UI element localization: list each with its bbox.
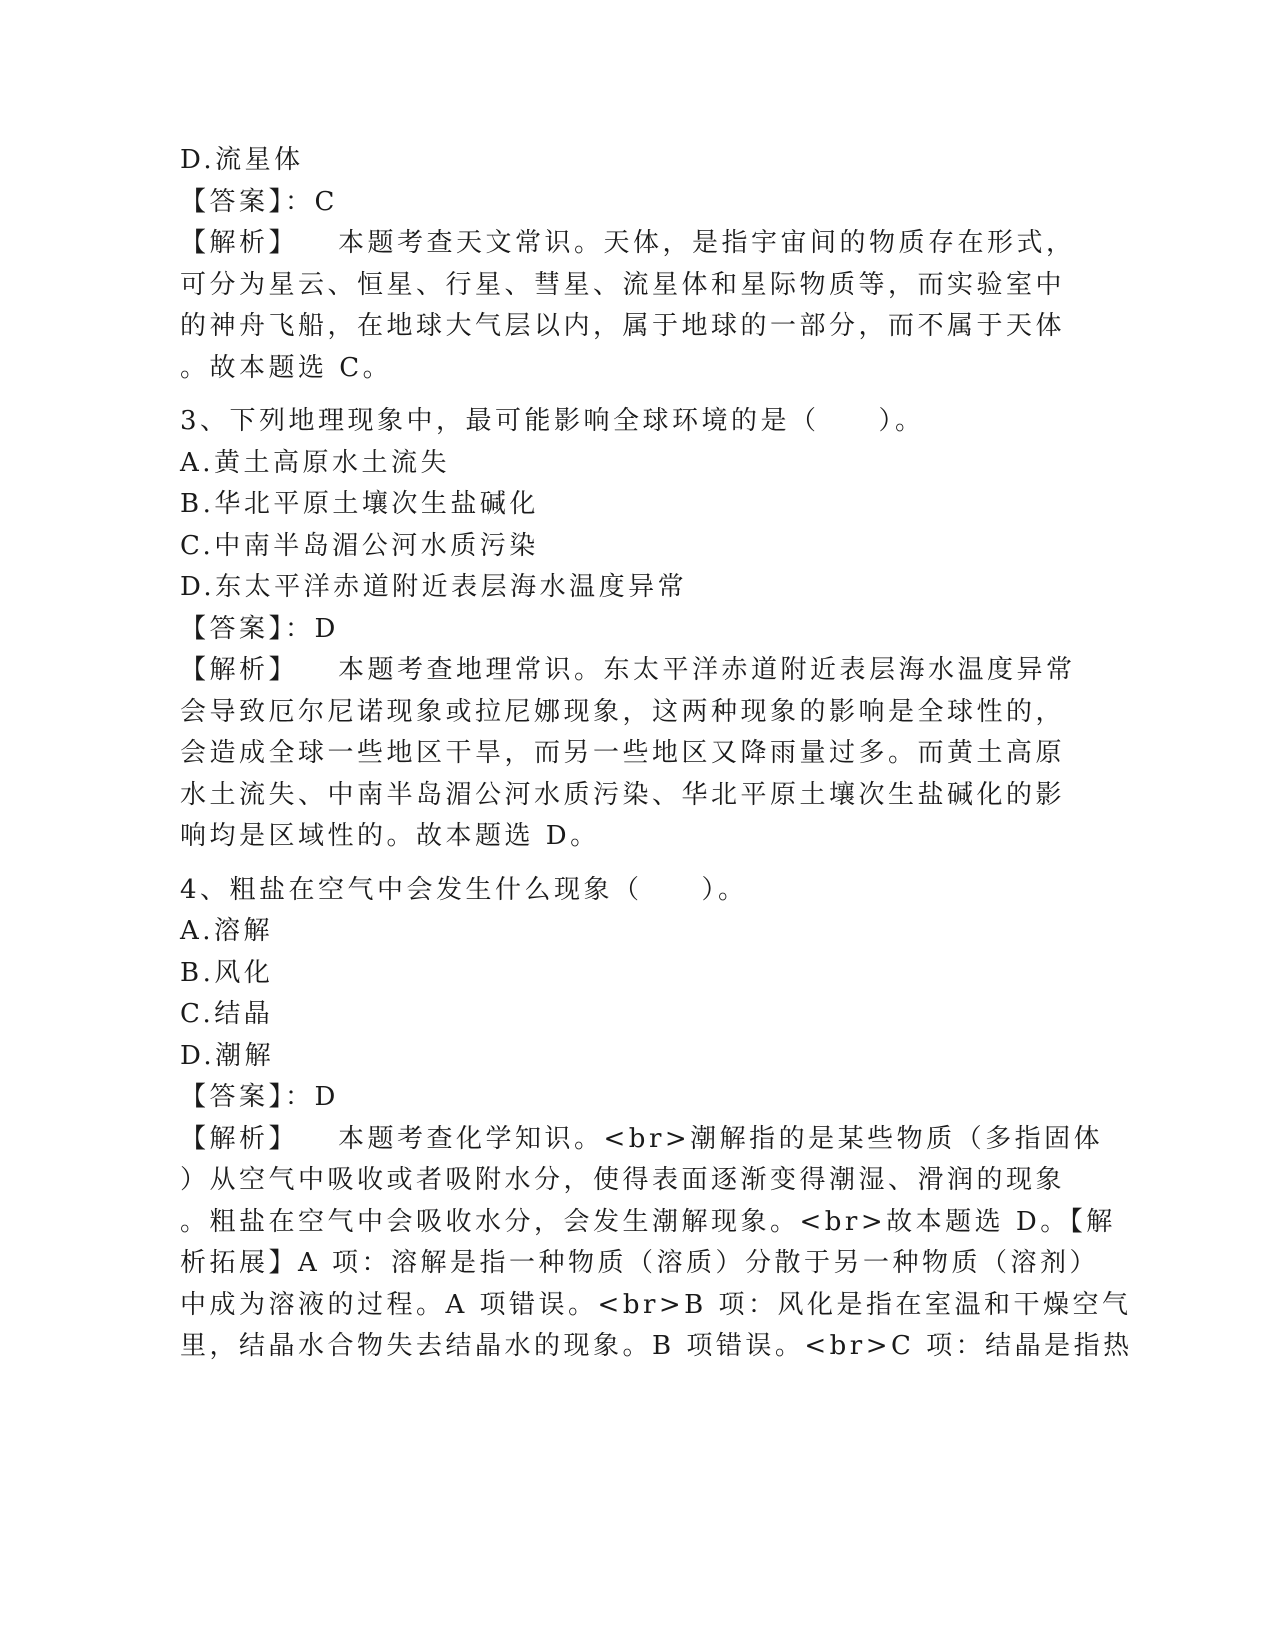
q3-option-d: D.东太平洋赤道附近表层海水温度异常 [180, 572, 688, 602]
q4-answer: 【答案】：D [180, 1082, 339, 1112]
analysis-label: 【解析】 [180, 655, 299, 685]
q2-analysis-line-2: 可分为星云、恒星、行星、彗星、流星体和星际物质等，而实验室中 [180, 269, 1066, 300]
q4-option-b: B.风化 [180, 957, 274, 988]
q2-option-d: D.流星体 [180, 145, 304, 175]
q2-analysis-line-1: 【解析】 本题考查天文常识。天体，是指宇宙间的物质存在形式， [180, 228, 1076, 258]
analysis-label: 【解析】 [180, 228, 299, 258]
q3-option-b: B.华北平原土壤次生盐碱化 [180, 489, 539, 519]
q4-option-c: C.结晶 [180, 999, 274, 1029]
document-page [180, 140, 1133, 1368]
q4-option-a: A.溶解 [180, 916, 274, 946]
q3-analysis-line-4: 水土流失、中南半岛湄公河水质污染、华北平原土壤次生盐碱化的影 [180, 779, 1066, 810]
q3-analysis-line-1: 【解析】 本题考查地理常识。东太平洋赤道附近表层海水温度异常 [180, 655, 1076, 685]
analysis-label: 【解析】 [180, 1123, 299, 1154]
q4-analysis [180, 1119, 1133, 1368]
q3-answer: 【答案】：D [180, 613, 339, 644]
q4-analysis-line-5: 中成为溶液的过程。A 项错误。<br>B 项：风化是指在室温和干燥空气 [180, 1289, 1132, 1320]
q3-option-a: A.黄土高原水土流失 [180, 447, 451, 478]
q2-analysis-line-4: 。故本题选 C。 [180, 352, 393, 383]
q4-analysis-line-1: 【解析】 本题考查化学知识。<br>潮解指的是某些物质（多指固体 [180, 1123, 1104, 1154]
q3-analysis-line-5: 响均是区域性的。故本题选 D。 [180, 821, 600, 851]
q3-question: 3、下列地理现象中，最可能影响全球环境的是（ ）。 [180, 406, 925, 436]
q4-analysis-line-3: 。粗盐在空气中会吸收水分，会发生潮解现象。<br>故本题选 D。【解 [180, 1206, 1116, 1237]
q4-analysis-line-6: 里，结晶水合物失去结晶水的现象。B 项错误。<br>C 项：结晶是指热 [180, 1331, 1133, 1361]
q4-question: 4、粗盐在空气中会发生什么现象（ ）。 [180, 874, 748, 905]
q4-option-d: D.潮解 [180, 1040, 275, 1071]
q2-answer: 【答案】：C [180, 186, 338, 217]
q2-analysis-line-3: 的神舟飞船，在地球大气层以内，属于地球的一部分，而不属于天体 [180, 311, 1066, 341]
q3-analysis-line-2: 会导致厄尔尼诺现象或拉尼娜现象，这两种现象的影响是全球性的， [180, 696, 1066, 727]
q3-analysis-line-3: 会造成全球一些地区干旱，而另一些地区又降雨量过多。而黄土高原 [180, 738, 1066, 768]
q3-option-c: C.中南半岛湄公河水质污染 [180, 530, 539, 561]
q4-analysis-line-4: 析拓展】A 项：溶解是指一种物质（溶质）分散于另一种物质（溶剂） [180, 1248, 1100, 1278]
q2-analysis [180, 223, 1076, 389]
q4-analysis-line-2: ）从空气中吸收或者吸附水分，使得表面逐渐变得潮湿、滑润的现象 [180, 1165, 1066, 1195]
q3-analysis [180, 650, 1076, 858]
